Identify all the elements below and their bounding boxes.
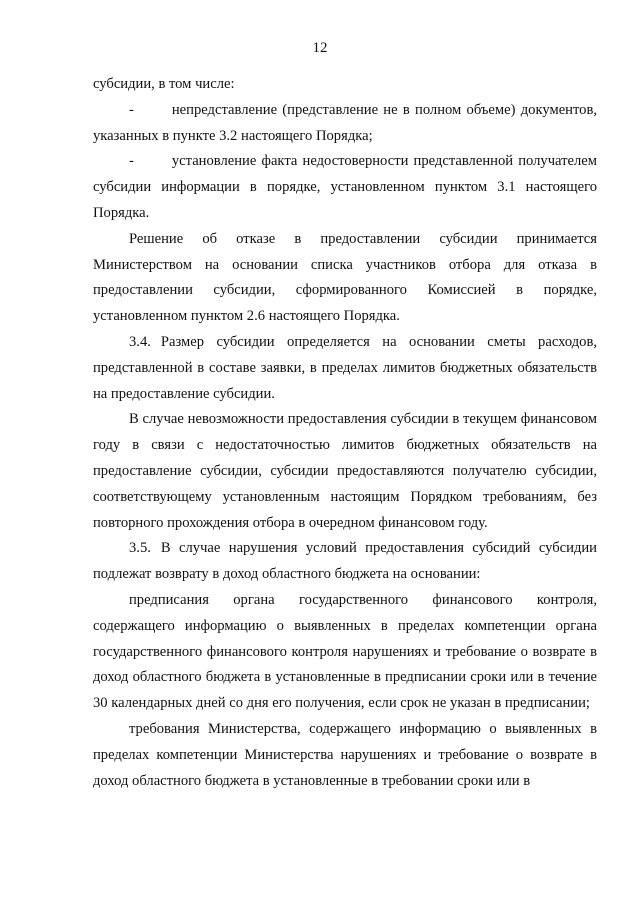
paragraph xyxy=(93,717,597,794)
paragraph-text: требования Министерства, содержащего информацию о выявленных в пределах компетенции Министерства нарушениях и требование о возврате в доход областного бюджета в установленные в требовании сроки или в xyxy=(93,720,597,789)
paragraph-text: предписания органа государственного финансового контроля, содержащего информацию о выявленных в пределах компетенции органа государственного финансового контроля нарушениях и требование о возврате в доход областного бюджета в установленные в предписании сроки или в течение 30 календарных дней со дня его получения, если срок не указан в предписании; xyxy=(93,591,597,712)
paragraph-text: Решение об отказе в предоставлении субсидии принимается Министерством на основании списка участников отбора для отказа в предоставлении субсидии, сформированного Комиссией в порядке, установленном пунктом 2.6 настоящего Порядка. xyxy=(93,230,597,325)
document-body xyxy=(93,72,597,794)
page-number: 12 xyxy=(312,40,328,56)
list-marker: - xyxy=(129,153,134,170)
paragraph-number: 3.5. xyxy=(129,540,151,557)
paragraph-text: Размер субсидии определяется на основании сметы расходов, представленной в составе заявки, в пределах лимитов бюджетных обязательств на предоставление субсидии. xyxy=(93,333,597,402)
list-item xyxy=(93,98,597,150)
numbered-paragraph xyxy=(93,536,597,588)
list-item-text: непредставление (представление не в полном объеме) документов, указанных в пункте 3.2 настоящего Порядка; xyxy=(93,101,597,144)
list-item xyxy=(93,149,597,226)
paragraph xyxy=(93,588,597,717)
paragraph-number: 3.4. xyxy=(129,333,151,350)
paragraph-text: субсидии, в том числе: xyxy=(93,76,235,92)
paragraph xyxy=(93,407,597,536)
paragraph xyxy=(93,227,597,330)
paragraph xyxy=(93,72,597,98)
paragraph-text: В случае нарушения условий предоставления субсидий субсидии подлежат возврату в доход областного бюджета на основании: xyxy=(93,540,597,583)
list-marker: - xyxy=(129,101,134,118)
paragraph-text: В случае невозможности предоставления субсидии в текущем финансовом году в связи с недостаточностью лимитов бюджетных обязательств на предоставление субсидии, субсидии предоставляются получателю субсидии, соответствующему установленным настоящим Порядком требованиям, без повторного прохождения отбора в очередном финансовом году. xyxy=(93,411,597,531)
list-item-text: установление факта недостоверности представленной получателем субсидии информации в порядке, установленном пунктом 3.1 настоящего Порядка. xyxy=(93,153,597,221)
numbered-paragraph xyxy=(93,330,597,407)
